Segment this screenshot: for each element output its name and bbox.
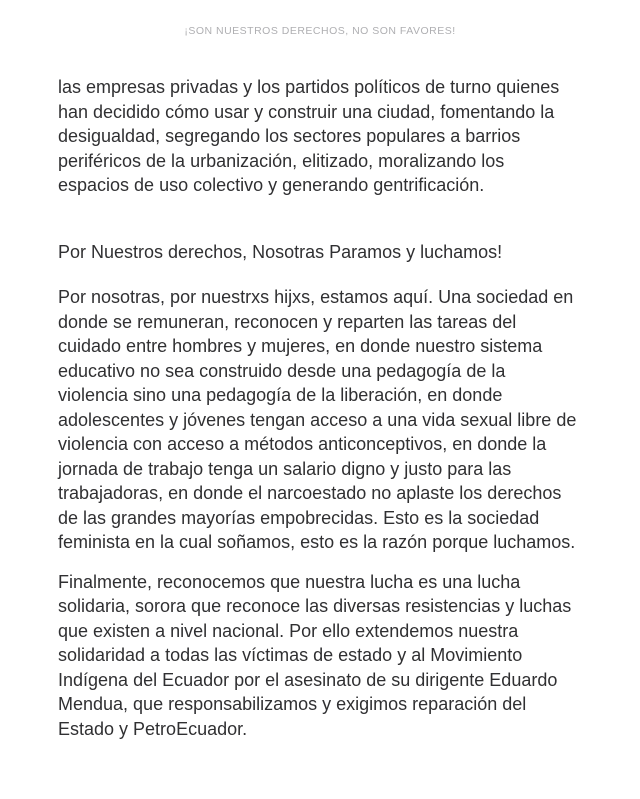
- text-line: solidaria, sorora que reconoce las diversas resistencias y luchas: [58, 596, 572, 616]
- text-line: violencia con acceso a métodos anticonceptivos, en donde la: [58, 434, 547, 454]
- text-line: que existen a nivel nacional. Por ello extendemos nuestra: [58, 620, 519, 641]
- text-line: jornada de trabajo tenga un salario digno y justo para las: [58, 458, 512, 479]
- text-line: de las grandes mayorías empobrecidas. Esto es la sociedad: [58, 507, 540, 528]
- document-body: [58, 75, 582, 741]
- text-line: Por nosotras, por nuestrxs hijxs, estamos aquí. Una sociedad en: [58, 287, 574, 307]
- text-line: periféricos de la urbanización, elitizado, moralizando los: [58, 150, 505, 171]
- text-line: Finalmente, reconocemos que nuestra lucha es una lucha: [58, 571, 521, 592]
- text-line: trabajadoras, en donde el narcoestado no aplaste los derechos: [58, 483, 562, 503]
- text-line: Indígena del Ecuador por el asesinato de su dirigente Eduardo: [58, 669, 558, 690]
- text-line: educativo no sea construido desde una pedagogía de la: [58, 360, 506, 381]
- text-line: feminista en la cual soñamos, esto es la razón porque luchamos.: [58, 532, 576, 552]
- text-line: Mendua, que responsabilizamos y exigimos reparación del: [58, 694, 527, 714]
- paragraph-solidarity: [58, 570, 582, 742]
- text-line: las empresas privadas y los partidos políticos de turno quienes: [58, 77, 560, 97]
- text-line: cuidado entre hombres y mujeres, en donde nuestro sistema: [58, 336, 543, 356]
- text-line: adolescentes y jóvenes tengan acceso a una vida sexual libre de: [58, 409, 577, 430]
- text-line: Estado y PetroEcuador.: [58, 718, 248, 739]
- text-line: donde se remuneran, reconocen y reparten las tareas del: [58, 311, 517, 332]
- text-line: espacios de uso colectivo y generando gentrificación.: [58, 175, 485, 195]
- text-line: violencia sino una pedagogía de la liberación, en donde: [58, 385, 503, 405]
- text-line: Por Nuestros derechos, Nosotras Paramos y luchamos!: [58, 241, 503, 262]
- paragraph-feminist-society: [58, 285, 582, 555]
- text-line: solidaridad a todas las víctimas de estado y al Movimiento: [58, 645, 523, 665]
- paragraph-city-critique: [58, 75, 582, 198]
- text-line: han decidido cómo usar y construir una ciudad, fomentando la: [58, 101, 555, 122]
- paragraph-slogan-line: [58, 240, 582, 265]
- page-header-slogan: ¡SON NUESTROS DERECHOS, NO SON FAVORES!: [184, 25, 456, 37]
- text-line: desigualdad, segregando los sectores populares a barrios: [58, 126, 521, 146]
